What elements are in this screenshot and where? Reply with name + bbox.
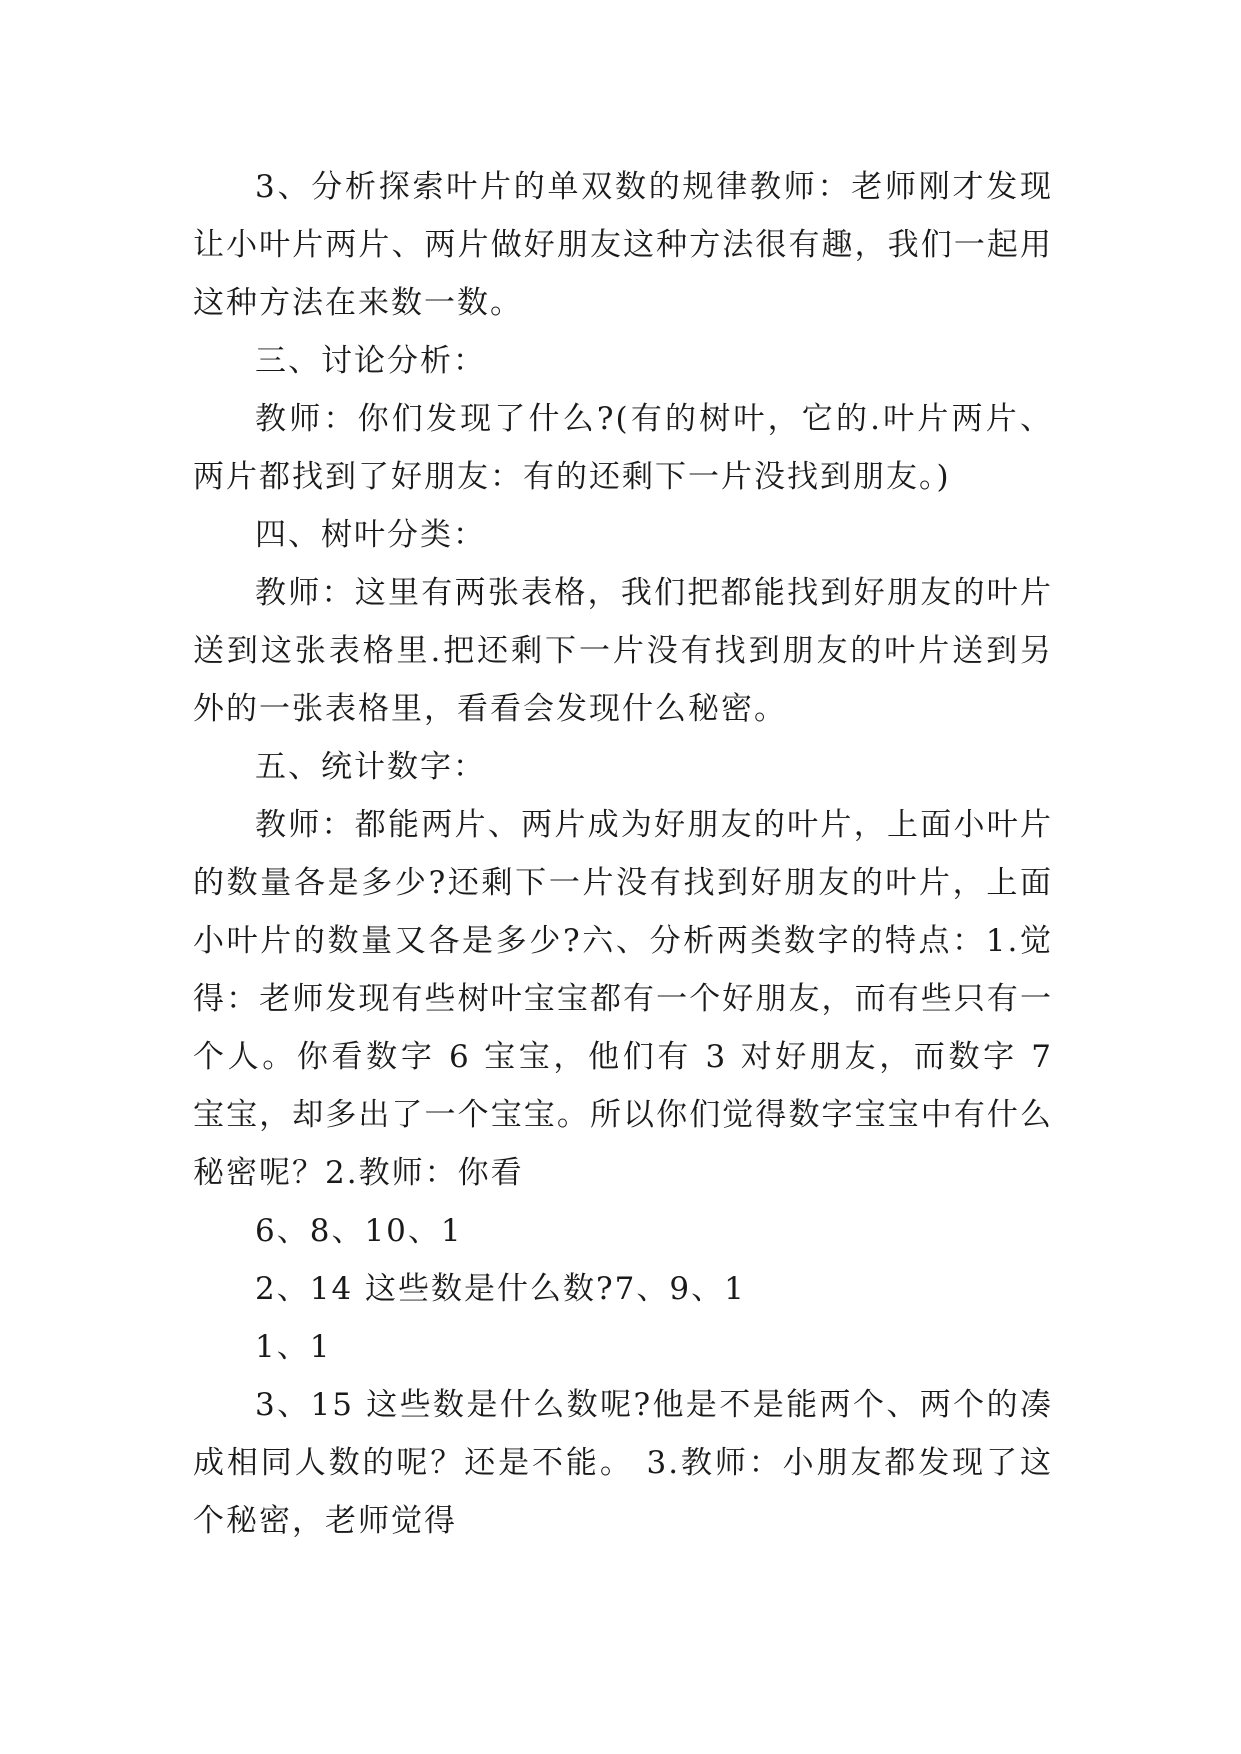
paragraph-conclusion: 3、15 这些数是什么数呢?他是不是能两个、两个的凑成相同人数的呢？还是不能。 3.教师：小朋友都发现了这个秘密，老师觉得: [193, 1387, 1053, 1539]
paragraph-analysis-leaves: 3、分析探索叶片的单双数的规律教师：老师刚才发现让小叶片两片、两片做好朋友这种方法很有趣，我们一起用这种方法在来数一数。: [193, 169, 1053, 321]
heading-classification: 四、树叶分类：: [255, 517, 486, 553]
document-body: [193, 158, 1053, 1550]
paragraph-numbers-1: 6、8、10、1: [255, 1213, 463, 1249]
paragraph-statistics: 教师：都能两片、两片成为好朋友的叶片，上面小叶片的数量各是多少?还剩下一片没有找到好朋友的叶片，上面小叶片的数量又各是多少?六、分析两类数字的特点：1.觉得：老师发现有些树叶宝宝都有一个好朋友，而有些只有一个人。你看数字 6 宝宝，他们有 3 对好朋友，而数字 7 宝宝，却多出了一个宝宝。所以你们觉得数字宝宝中有什么秘密呢？2.教师：你看: [193, 807, 1053, 1191]
paragraph-numbers-3: 1、1: [255, 1329, 332, 1365]
paragraph-discussion: 教师：你们发现了什么?(有的树叶，它的.叶片两片、两片都找到了好朋友：有的还剩下一片没找到朋友。): [193, 401, 1053, 495]
paragraph-classification: 教师：这里有两张表格，我们把都能找到好朋友的叶片送到这张表格里.把还剩下一片没有找到朋友的叶片送到另外的一张表格里，看看会发现什么秘密。: [193, 575, 1053, 727]
paragraph-numbers-2: 2、14 这些数是什么数?7、9、1: [255, 1271, 746, 1307]
heading-statistics: 五、统计数字：: [255, 749, 486, 785]
heading-discussion: 三、讨论分析：: [255, 343, 486, 379]
